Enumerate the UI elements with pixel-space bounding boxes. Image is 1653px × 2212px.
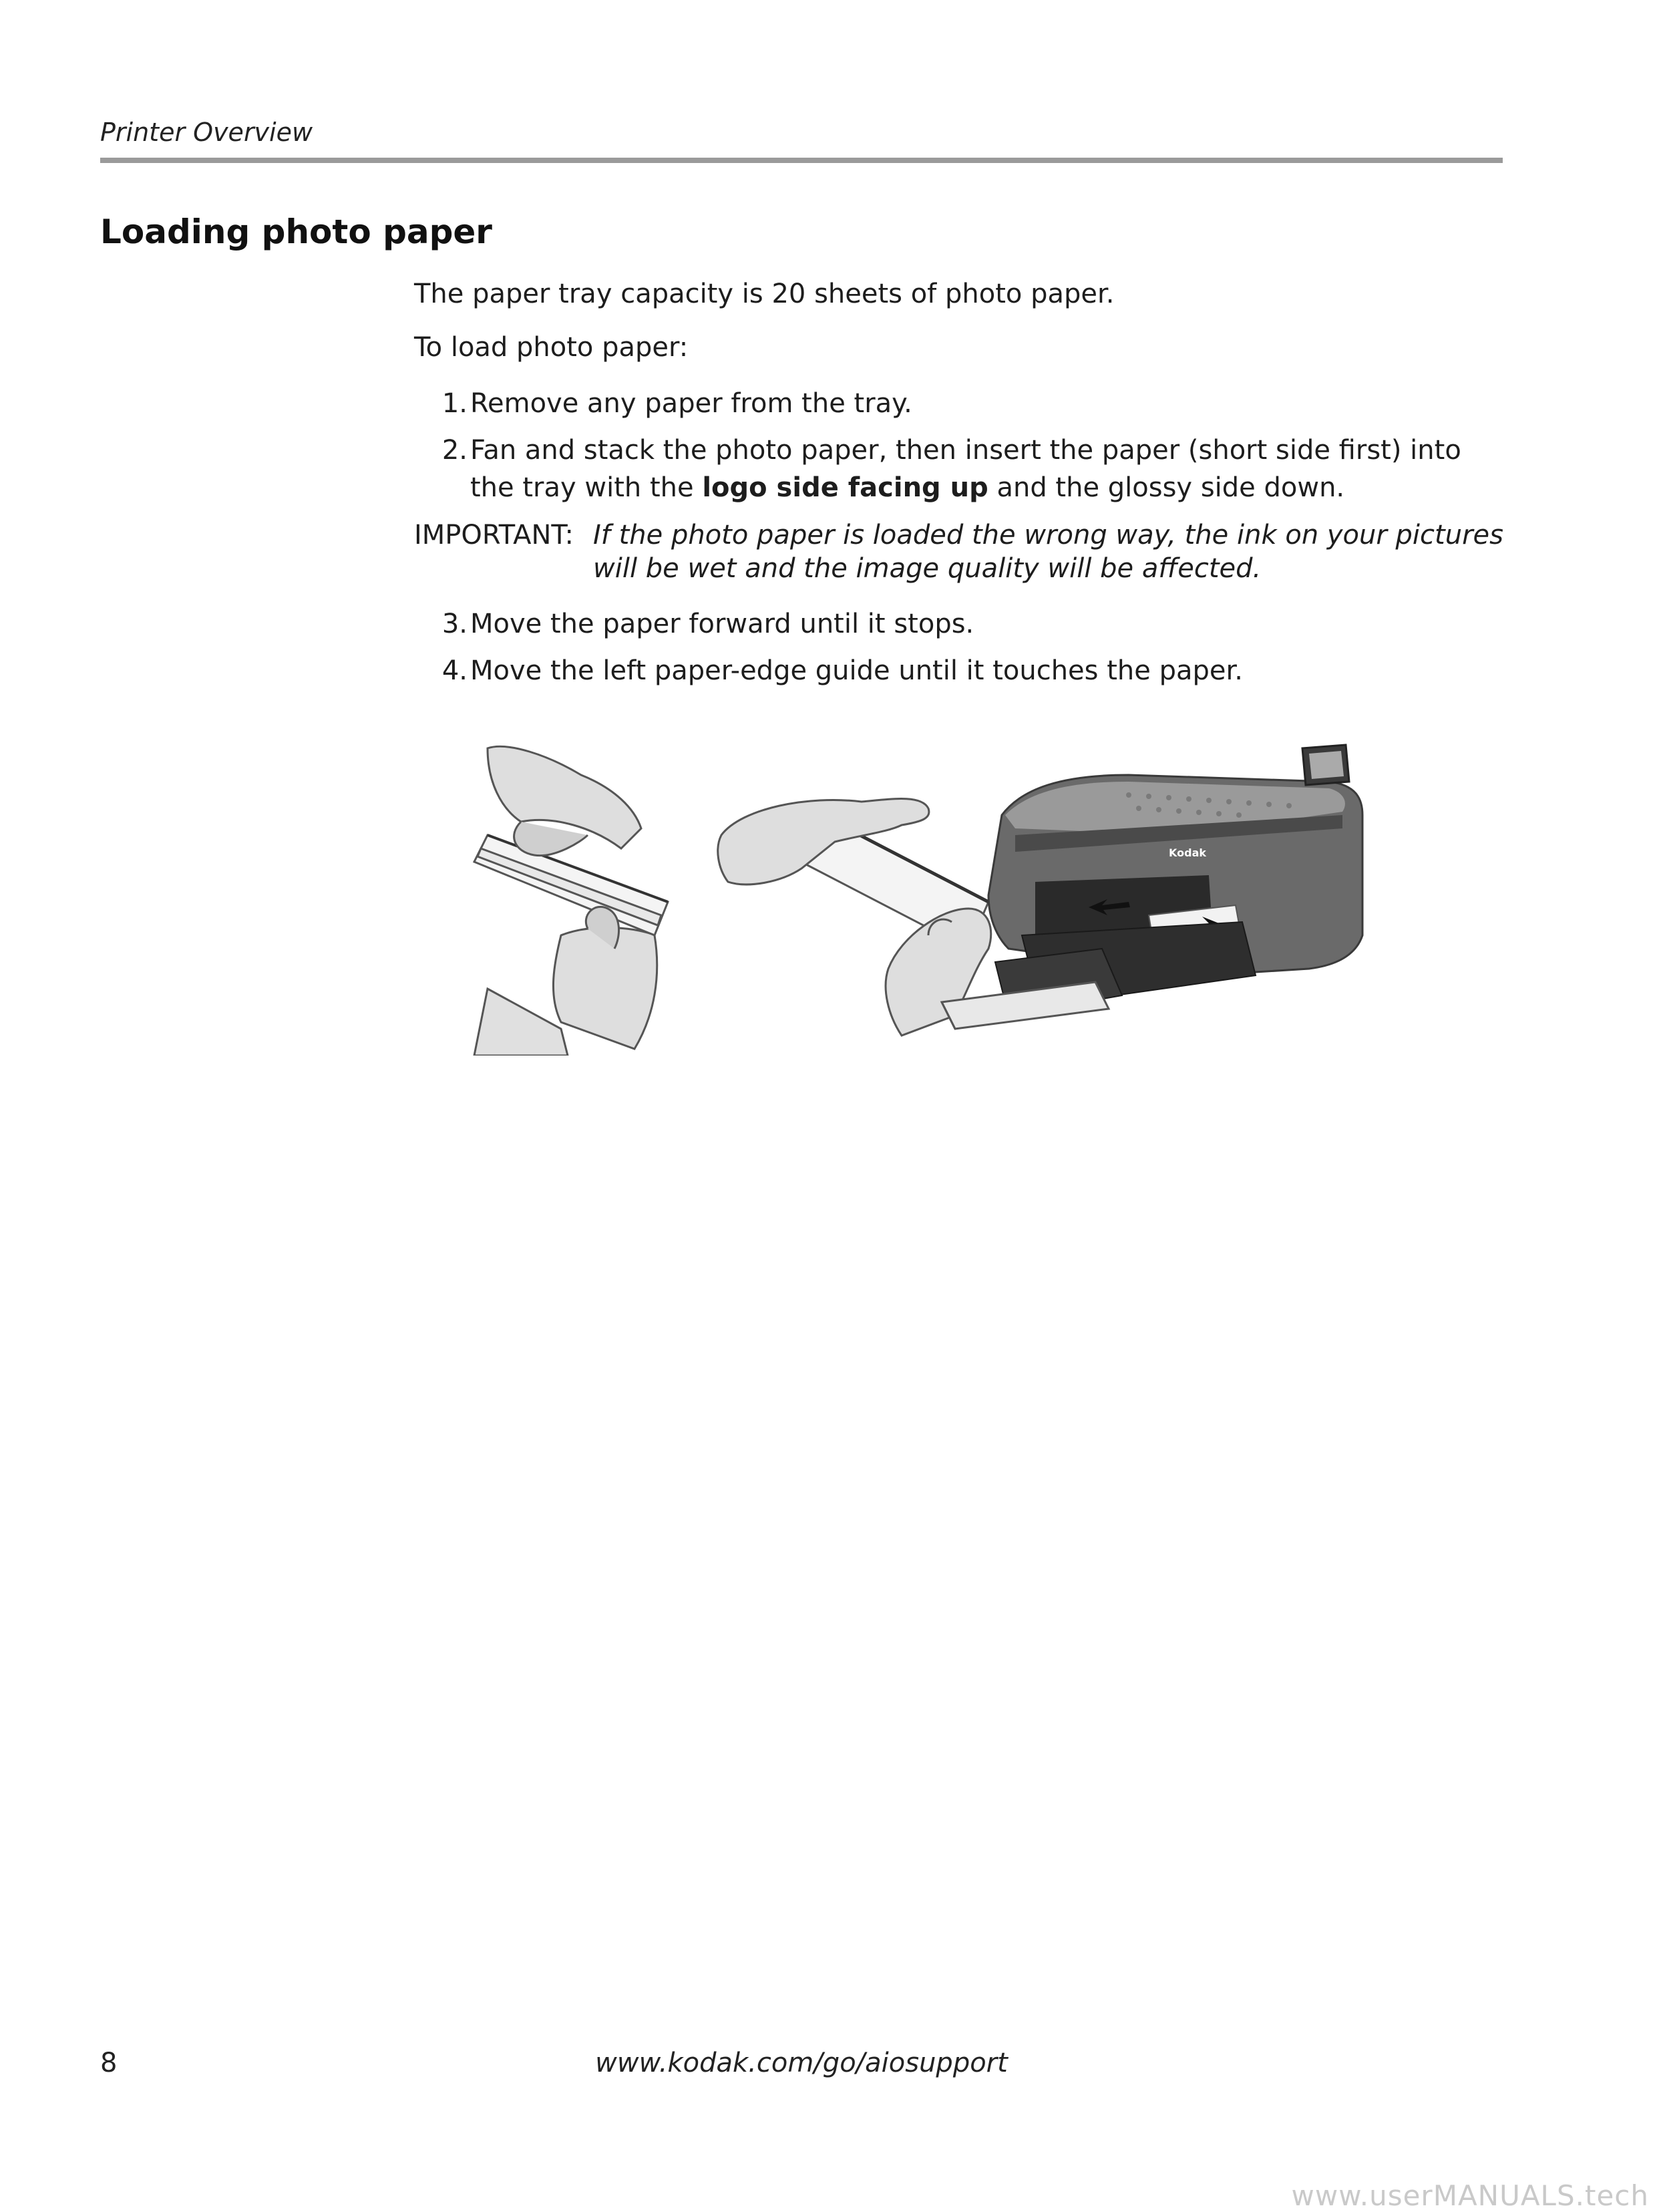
printer-illustration <box>942 745 1362 1029</box>
step-text-part: Fan and stack the photo paper, then insert the paper (short side first) into the tray with the <box>470 435 1461 503</box>
step-number: 3. <box>441 609 468 639</box>
important-message: If the photo paper is loaded the wrong way, the ink on your pictures will be wet and the image quality will be affected. <box>593 520 1503 584</box>
step-number: 2. <box>441 435 468 466</box>
header-rule <box>100 158 1503 163</box>
support-url: www.kodak.com/go/aiosupport <box>595 2048 1008 2078</box>
lead-paragraph: To load photo paper: <box>414 332 689 363</box>
watermark-text: www.userMANUALS.tech <box>1291 2179 1649 2212</box>
step-text: Move the left paper-edge guide until it touches the paper. <box>470 655 1243 686</box>
step-text-part: and the glossy side down. <box>988 472 1345 503</box>
section-title: Loading photo paper <box>100 212 492 251</box>
step-text <box>470 432 1509 506</box>
page-number: 8 <box>100 2048 118 2078</box>
intro-paragraph: The paper tray capacity is 20 sheets of photo paper. <box>414 279 1115 309</box>
fan-paper-hands-illustration <box>474 746 668 1056</box>
running-header: Printer Overview <box>100 118 313 147</box>
step-text: Move the paper forward until it stops. <box>470 609 974 639</box>
step-text: Remove any paper from the tray. <box>470 388 912 419</box>
loading-paper-illustration <box>461 735 1449 1056</box>
emphasis-text: logo side facing up <box>702 472 988 503</box>
step-number: 4. <box>441 655 468 686</box>
printer-brand-label: Kodak <box>1169 846 1206 859</box>
step-number: 1. <box>441 388 468 419</box>
stack-paper-hands-illustration <box>718 799 991 1036</box>
important-label: IMPORTANT: <box>414 520 574 550</box>
